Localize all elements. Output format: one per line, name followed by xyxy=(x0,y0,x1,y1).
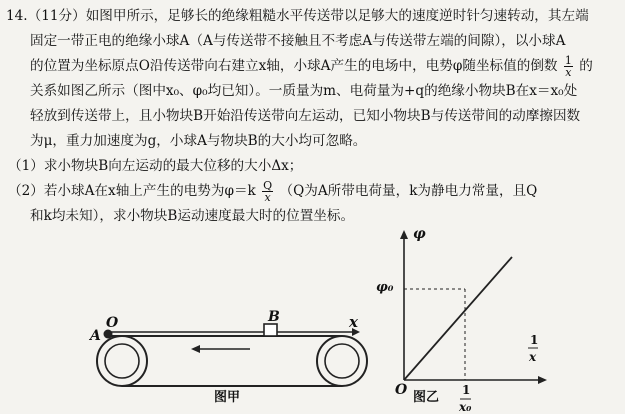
question-line-3 xyxy=(6,54,621,79)
question-line-3a: 的位置为坐标原点O沿传送带向右建立x轴，小球A产生的电场中，电势φ随坐标值的倒数 xyxy=(30,58,558,74)
label-a: A xyxy=(90,328,101,344)
label-o-yi: O xyxy=(395,382,408,398)
fraction-denominator-x: x xyxy=(264,191,271,204)
label-phi0: φ₀ xyxy=(376,280,394,295)
label-o-jia: O xyxy=(106,315,119,331)
phi-axis-arrowhead xyxy=(400,230,408,239)
axis-denominator: x xyxy=(529,350,537,364)
question-part-2 xyxy=(6,179,621,204)
caption-jia: 图甲 xyxy=(214,390,241,405)
question-line-4: 关系如图乙所示（图中x₀、φ₀均已知）。一质量为m、电荷量为+q的绝缘小物块B在x＝x₀处 xyxy=(30,83,578,99)
potential-fraction xyxy=(262,180,273,203)
inv-x-axis-arrowhead xyxy=(538,376,547,384)
label-b: B xyxy=(268,309,280,325)
label-phi-axis: φ xyxy=(413,226,426,242)
fraction-numerator-q: Q xyxy=(263,179,273,192)
reciprocal-fraction xyxy=(564,55,573,78)
question-line-2: 固定一带正电的绝缘小球A（A与传送带不接触且不考虑A与传送带左端的间隙），以小球A xyxy=(30,33,566,49)
label-x: x xyxy=(349,313,358,331)
phi-line xyxy=(404,257,512,380)
question-line-9: 和k均未知），求小物块B运动速度最大时的位置坐标。 xyxy=(30,208,355,224)
right-roller-inner xyxy=(325,344,359,378)
fraction-denominator: x xyxy=(565,66,572,79)
motion-arrow-head xyxy=(191,345,200,353)
fraction-numerator: 1 xyxy=(564,54,572,67)
figures xyxy=(0,220,625,414)
question-line-1: 14.（11分）如图甲所示，足够长的绝缘粗糙水平传送带以足够大的速度逆时针匀速转动，其左端 xyxy=(6,8,589,24)
question-line-6: 为μ，重力加速度为g，小球A与物块B的大小均可忽略。 xyxy=(30,133,367,149)
left-roller-inner xyxy=(105,344,139,378)
question-part-1: （1）求小物块B向左运动的最大位移的大小Δx； xyxy=(8,158,303,174)
axis-numerator: 1 xyxy=(530,333,539,347)
question-line-8b: （Q为A所带电荷量，k为静电力常量，且Q xyxy=(279,183,538,199)
question-line-5: 轻放到传送带上，且小物块B开始沿传送带向左运动，已知小物块B与传送带间的动摩擦因数 xyxy=(30,108,581,124)
tick-denominator: x₀ xyxy=(459,400,472,414)
block-b xyxy=(264,324,277,336)
question-text xyxy=(6,4,621,229)
caption-yi: 图乙 xyxy=(413,390,440,405)
question-line-3b: 的 xyxy=(579,58,593,74)
tick-numerator: 1 xyxy=(462,383,471,397)
figure-jia-svg xyxy=(0,220,625,405)
question-line-8a: （2）若小球A在x轴上产生的电势为φ＝k xyxy=(8,183,256,199)
